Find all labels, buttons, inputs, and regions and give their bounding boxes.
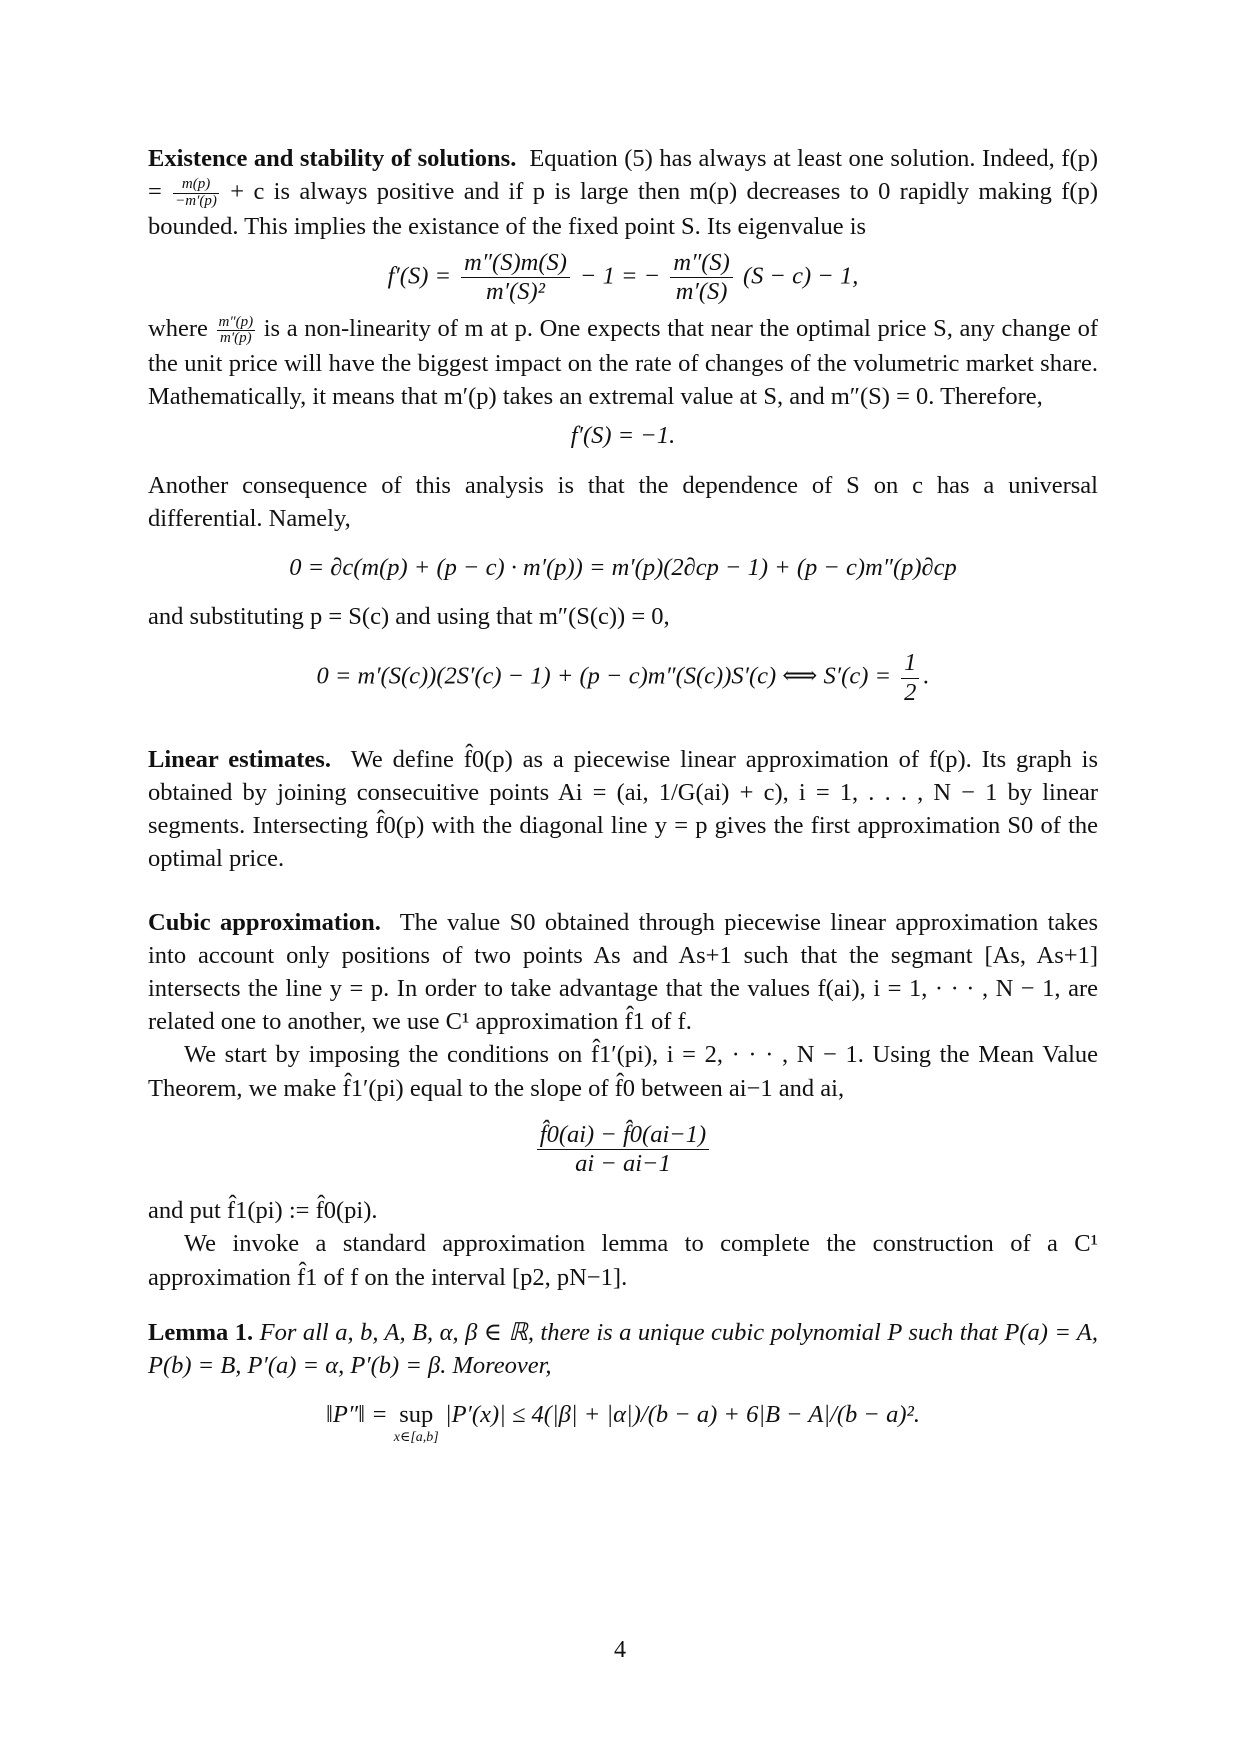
lemma-heading: Lemma 1. <box>148 1318 254 1346</box>
lemma-paragraph <box>148 1316 1098 1382</box>
fraction-numerator: f̂0(ai) − f̂0(ai−1) <box>537 1121 709 1150</box>
fraction-denominator: ai − ai−1 <box>575 1149 671 1177</box>
where-prefix: where <box>148 315 208 343</box>
fraction-numerator: m″(p) <box>218 313 254 330</box>
equation-lemma-bound <box>148 1398 1098 1445</box>
existence-intro: Equation (5) has always at least one solution. <box>529 145 976 172</box>
sup-subscript: x∈[a,b] <box>393 1430 439 1446</box>
fraction-numerator: 1 <box>901 649 919 678</box>
eq-lemma-rhs: |P′(x)| ≤ 4(|β| + |α|)/(b − a) + 6|B − A|/(b − a)². <box>444 1401 920 1429</box>
cubic-paragraph-2: We start by imposing the conditions on f̂1′(pi), i = 2, · · · , N − 1. Using the Mean Value Theorem, we make f̂1′(pi) equal to the slope of f̂0 between ai−1 and ai, <box>148 1041 1098 1102</box>
consequence-paragraph: Another consequence of this analysis is that the dependence of S on c has a universal differential. Namely, <box>148 471 1098 532</box>
cubic-text: The value S0 obtained through piecewise linear approximation takes into account only positions of two points As and As+1 such that the segmant [As, As+1] intersects the line y = p. In order to take advantage that the values f(ai), i = 1, · · · , N − 1, are related one to another, we use C¹ approximation f̂1 of f. <box>148 908 1099 1036</box>
paper-page <box>148 142 1098 1451</box>
inline-fraction-nonlinearity <box>217 315 256 348</box>
where-paragraph <box>148 312 1098 413</box>
fraction-denominator: −m′(p) <box>175 193 217 210</box>
sup-operator: sup <box>399 1401 434 1429</box>
eq-universal-end: . <box>923 662 930 690</box>
eq-universal-lhs: 0 = m′(S(c))(2S′(c) − 1) + (p − c)m″(S(c))S′(c) ⟺ S′(c) = <box>316 662 892 690</box>
linear-estimates-paragraph <box>148 743 1098 876</box>
eq-eigen-fraction-2 <box>670 249 732 306</box>
fraction-numerator: m″(S)m(S) <box>461 249 570 278</box>
eq-lemma-lhs: ‖P″‖ = <box>326 1401 388 1429</box>
eq-eigen-lhs: f′(S) = <box>387 262 452 290</box>
equation-slope <box>148 1121 1098 1178</box>
page-number: 4 <box>614 1637 626 1663</box>
fraction-denominator: m′(S) <box>675 278 728 306</box>
cubic-paragraph-3: We invoke a standard approximation lemma to complete the construction of a C¹ approximation f̂1 of f on the interval [p2, pN−1]. <box>148 1230 1098 1291</box>
section-heading-cubic: Cubic approximation. <box>148 908 381 936</box>
put-paragraph: and put f̂1(pi) := f̂0(pi). <box>148 1197 378 1225</box>
equation-partial-derivative: 0 = ∂c(m(p) + (p − c) · m′(p)) = m′(p)(2∂cp − 1) + (p − c)m″(p)∂cp <box>289 554 957 582</box>
eq-universal-fraction-one-half <box>901 649 919 706</box>
section-heading-linear: Linear estimates. <box>148 745 331 773</box>
section-heading-existence: Existence and stability of solutions. <box>148 145 517 172</box>
existence-paragraph <box>148 142 1098 243</box>
linear-text: We define f̂0(p) as a piecewise linear approximation of f(p). Its graph is obtained by joining consecuitive points Ai = (ai, 1/G(ai) + c), i = 1, . . . , N − 1 by linear segments. Intersecting f̂0(p) with the diagonal line y = p gives the first approximation S0 of the optimal price. <box>148 745 1099 873</box>
eq-slope-fraction <box>537 1121 709 1178</box>
lemma-text: For all a, b, A, B, α, β ∈ ℝ, there is a unique cubic polynomial P such that P(a) = A, P(b) = B, P′(a) = α, P′(b) = β. Moreover, <box>148 1318 1098 1379</box>
substituting-paragraph: and substituting p = S(c) and using that m″(S(c)) = 0, <box>148 603 670 631</box>
eq-eigen-mid: − 1 = − <box>580 262 661 290</box>
fraction-denominator: m′(p) <box>220 330 252 347</box>
fraction-numerator: m″(S) <box>670 249 732 278</box>
equation-eigenvalue <box>148 249 1098 306</box>
cubic-paragraph <box>148 906 1098 1039</box>
eq-eigen-fraction-1 <box>461 249 570 306</box>
fraction-denominator: 2 <box>904 678 917 706</box>
equation-fixed-point-derivative: f′(S) = −1. <box>570 422 676 450</box>
fraction-denominator: m′(S)² <box>486 278 545 306</box>
inline-fraction-m-over-minus-mprime <box>173 177 219 210</box>
equation-universal-differential <box>148 649 1098 706</box>
fraction-numerator: m(p) <box>173 177 219 194</box>
eq-lemma-sup <box>394 1398 439 1445</box>
indeed-prefix: Indeed, f(p) = <box>148 145 1099 206</box>
where-rest: is a non-linearity of m at p. One expects that near the optimal price S, any change of the unit price will have the biggest impact on the rate of changes of the volumetric market share. Mathematically, it means that m′(p) takes an extremal value at S, and m″(S) = 0. Therefore, <box>148 315 1098 411</box>
indeed-rest: + c is always positive and if p is large then m(p) decreases to 0 rapidly making f(p) bounded. This implies the existance of the fixed point S. Its eigenvalue is <box>148 178 1099 240</box>
eq-eigen-rhs: (S − c) − 1, <box>742 262 859 290</box>
